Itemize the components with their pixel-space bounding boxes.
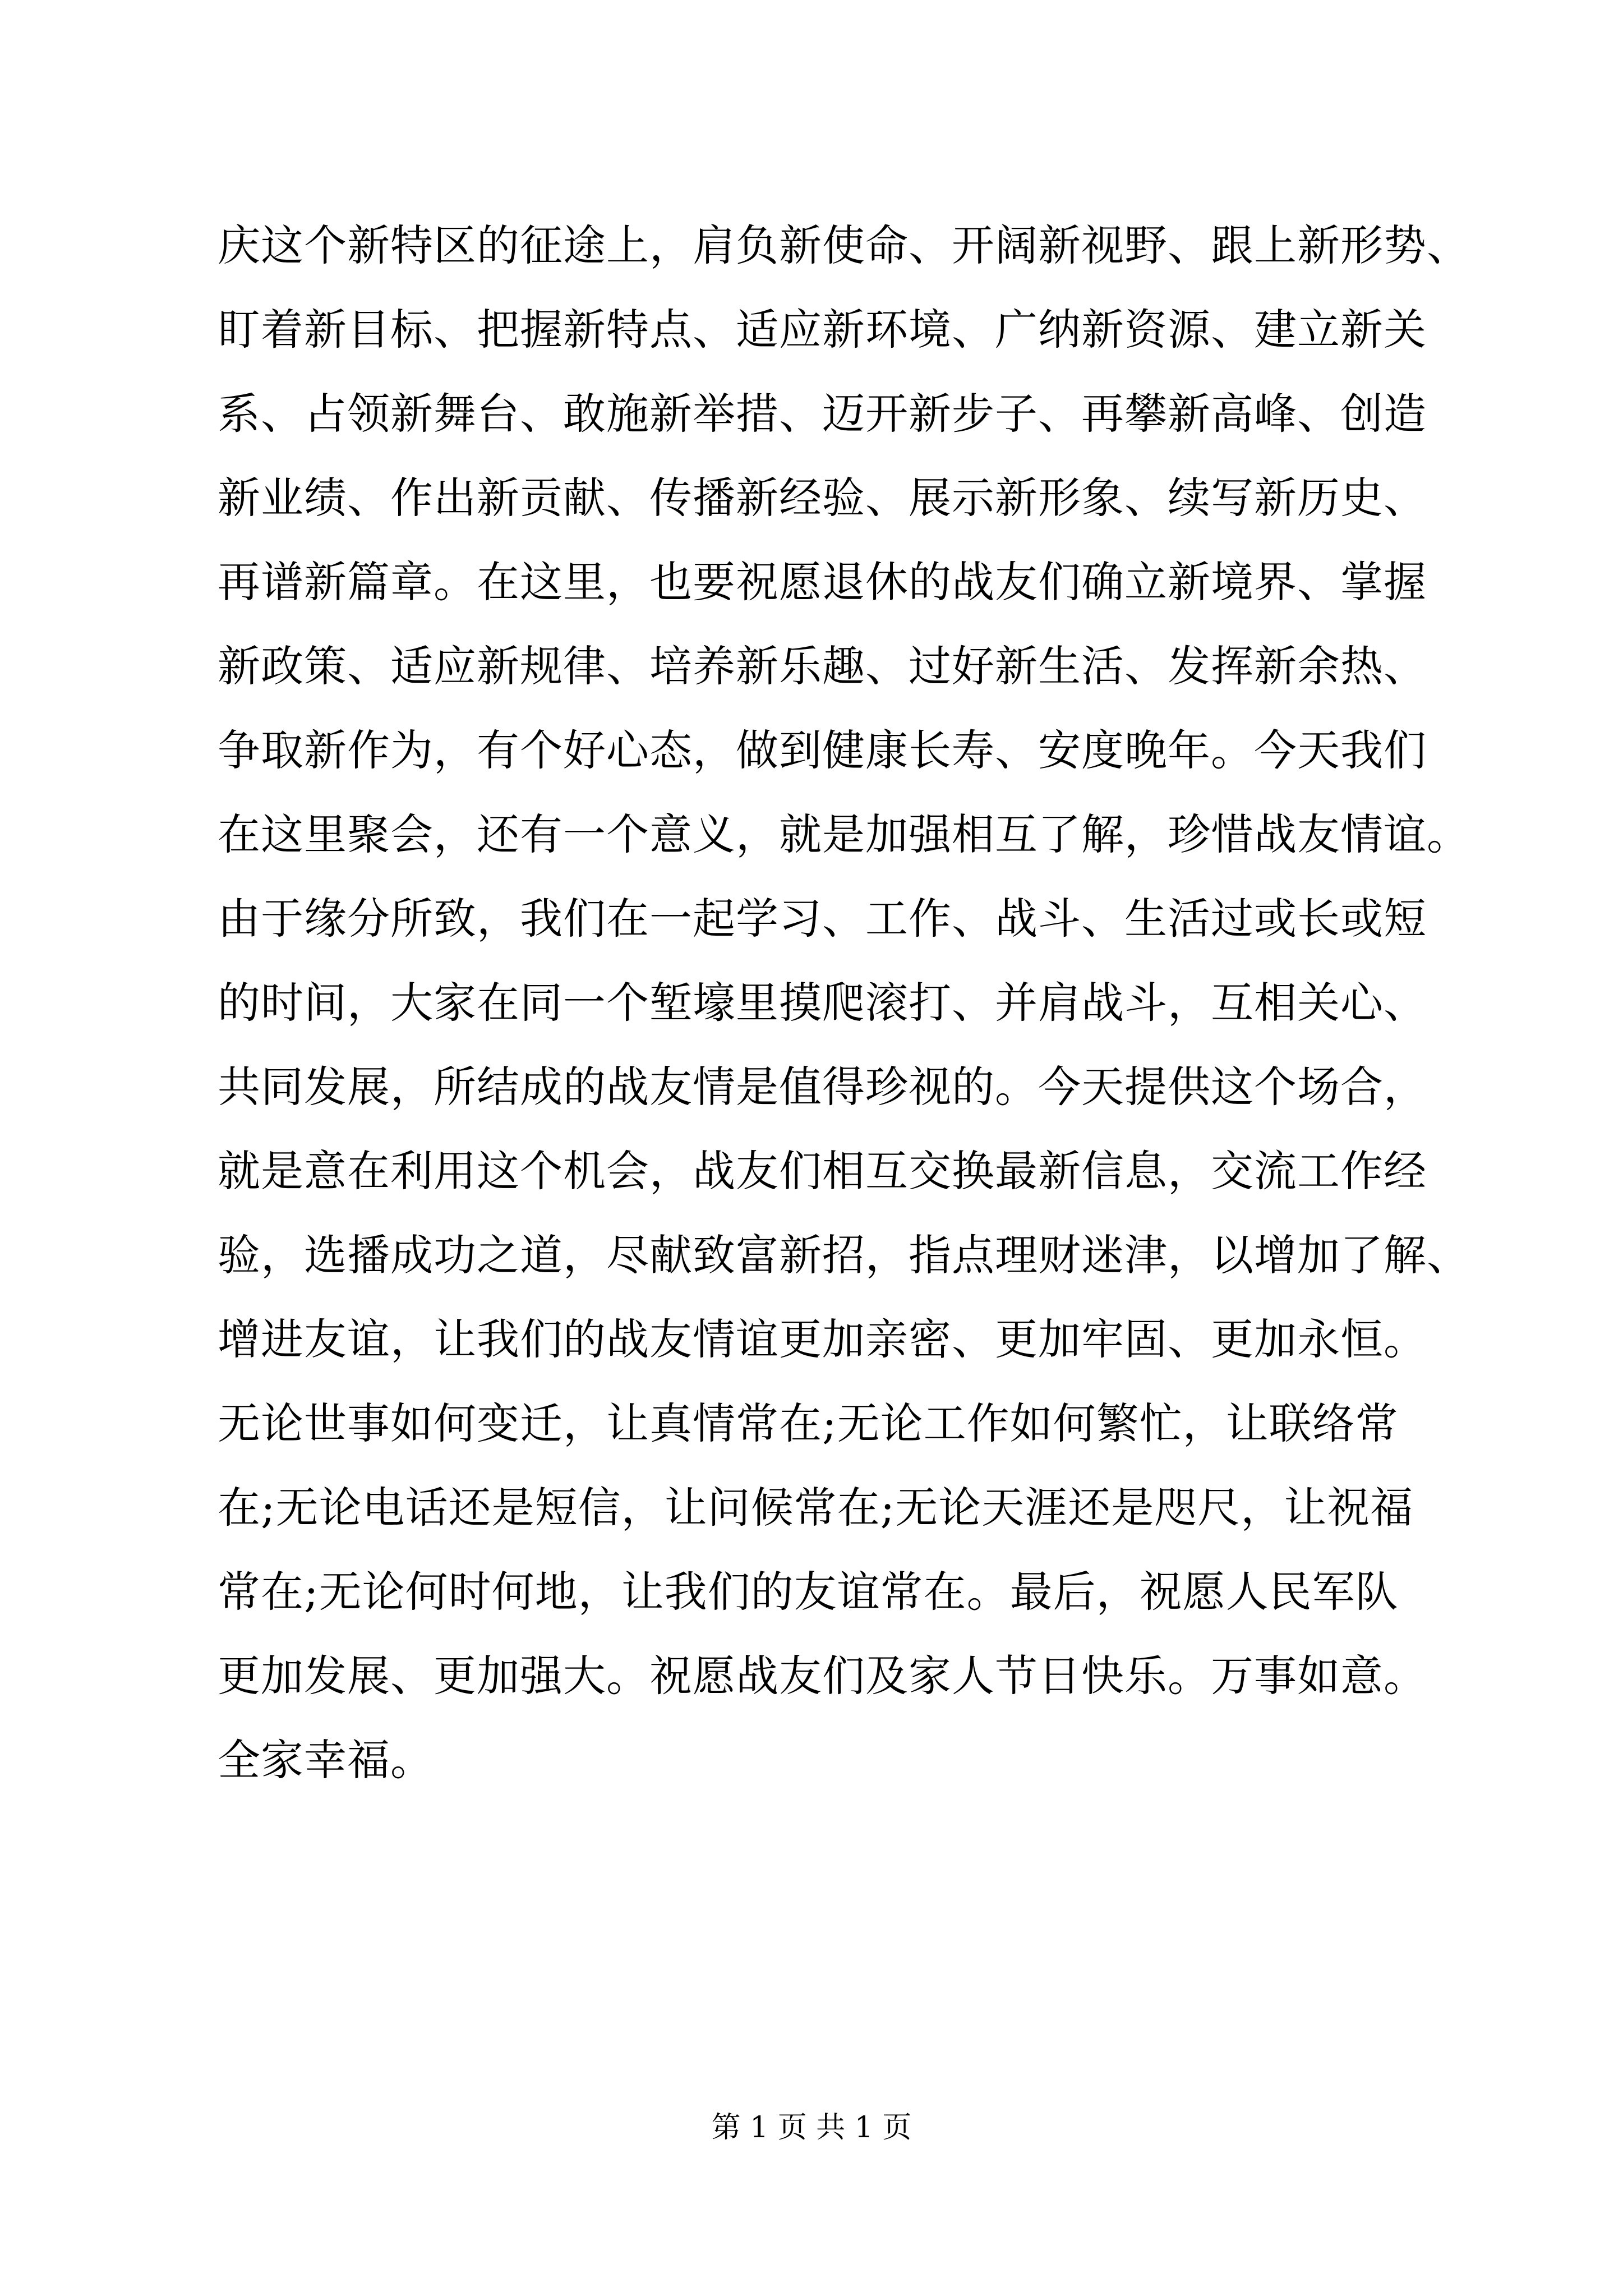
text-line: 验，选播成功之道，尽献致富新招，指点理财迷津，以增加了解、 [218, 1230, 1470, 1280]
text-line: 再谱新篇章。在这里，也要祝愿退休的战友们确立新境界、掌握 [218, 557, 1427, 607]
text-line: 庆这个新特区的征途上，肩负新使命、开阔新视野、跟上新形势、 [218, 220, 1470, 270]
text-line: 在这里聚会，还有一个意义，就是加强相互了解，珍惜战友情谊。 [218, 809, 1470, 859]
text-line: 争取新作为，有个好心态，做到健康长寿、安度晚年。今天我们 [218, 725, 1427, 775]
text-line: 系、占领新舞台、敢施新举措、迈开新步子、再攀新高峰、创造 [218, 389, 1427, 439]
text-line: 的时间，大家在同一个堑壕里摸爬滚打、并肩战斗，互相关心、 [218, 978, 1427, 1028]
text-line: 盯着新目标、把握新特点、适应新环境、广纳新资源、建立新关 [218, 305, 1427, 355]
text-line: 全家幸福。 [218, 1735, 434, 1785]
page-number-footer: 第 1 页 共 1 页 [711, 2111, 912, 2145]
text-line: 由于缘分所致，我们在一起学习、工作、战斗、生活过或长或短 [218, 894, 1427, 944]
text-line: 共同发展，所结成的战友情是值得珍视的。今天提供这个场合， [218, 1062, 1427, 1112]
text-line: 增进友谊，让我们的战友情谊更加亲密、更加牢固、更加永恒。 [218, 1314, 1427, 1364]
text-line: 常在;无论何时何地，让我们的友谊常在。最后，祝愿人民军队 [218, 1567, 1399, 1617]
text-line: 更加发展、更加强大。祝愿战友们及家人节日快乐。万事如意。 [218, 1651, 1427, 1701]
text-line: 新政策、适应新规律、培养新乐趣、过好新生活、发挥新余热、 [218, 641, 1427, 691]
text-line: 就是意在利用这个机会，战友们相互交换最新信息，交流工作经 [218, 1146, 1427, 1196]
text-line: 无论世事如何变迁，让真情常在;无论工作如何繁忙，让联络常 [218, 1398, 1399, 1448]
text-line: 在;无论电话还是短信，让问候常在;无论天涯还是咫尺，让祝福 [218, 1483, 1414, 1533]
text-line: 新业绩、作出新贡献、传播新经验、展示新形象、续写新历史、 [218, 473, 1427, 523]
